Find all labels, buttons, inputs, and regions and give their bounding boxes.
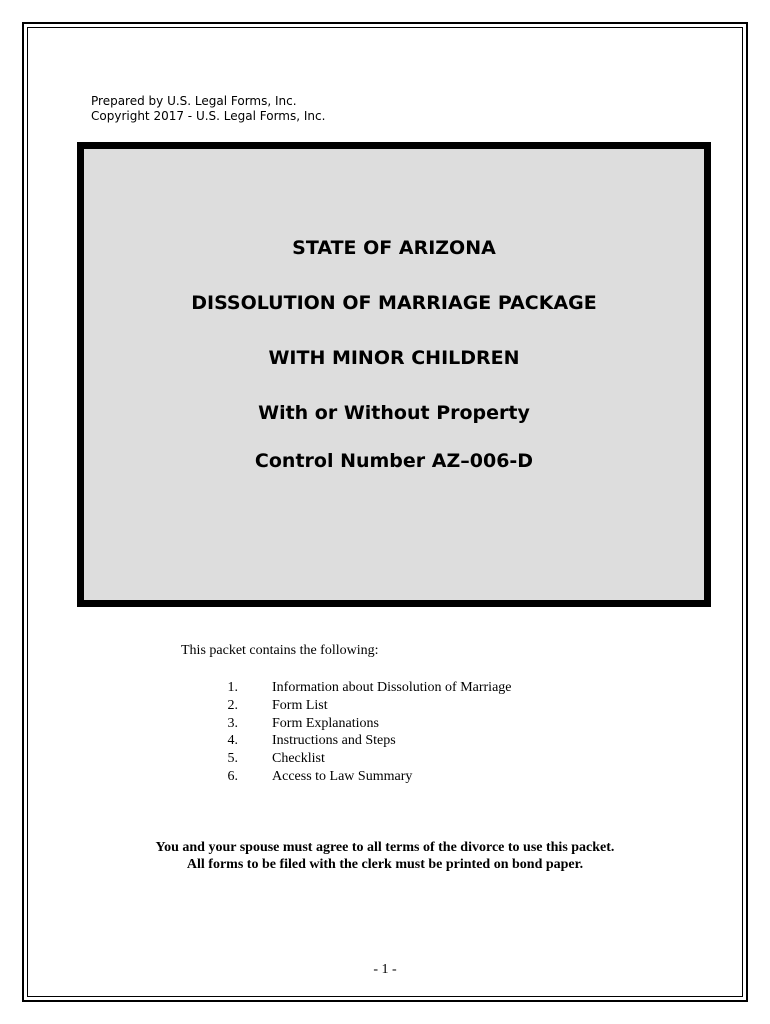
page-number: - 1 -: [373, 962, 397, 977]
list-item-text: Form List: [272, 697, 328, 713]
contents-intro: This packet contains the following:: [181, 643, 379, 658]
list-item-number: 6.: [227, 768, 238, 784]
list-item-text: Access to Law Summary: [272, 768, 413, 784]
children-subtitle: WITH MINOR CHILDREN: [268, 347, 520, 369]
list-item-text: Form Explanations: [272, 715, 379, 731]
list-item-text: Information about Dissolution of Marriage: [272, 680, 512, 695]
copyright-line: Copyright 2017 - U.S. Legal Forms, Inc.: [91, 109, 326, 123]
notice-line-agreement: You and your spouse must agree to all terms of the divorce to use this packet.: [155, 840, 615, 855]
list-item-number: 1.: [227, 680, 238, 695]
state-title: STATE OF ARIZONA: [292, 237, 496, 259]
usage-notice: [0, 839, 770, 873]
list-item-number: 2.: [227, 697, 238, 713]
notice-line-bond-paper: All forms to be filed with the clerk must be printed on bond paper.: [186, 857, 584, 872]
list-item-text: Checklist: [272, 751, 325, 767]
list-item-number: 4.: [227, 733, 238, 749]
list-item-text: Instructions and Steps: [272, 733, 396, 749]
list-item-number: 3.: [227, 715, 238, 731]
preparer-notice: [91, 94, 325, 124]
control-number: Control Number AZ–006-D: [254, 450, 534, 472]
property-subtitle: With or Without Property: [258, 402, 530, 424]
title-box: [77, 142, 711, 607]
list-item-number: 5.: [227, 751, 238, 767]
prepared-by-line: Prepared by U.S. Legal Forms, Inc.: [91, 94, 297, 108]
package-title: DISSOLUTION OF MARRIAGE PACKAGE: [191, 292, 597, 314]
